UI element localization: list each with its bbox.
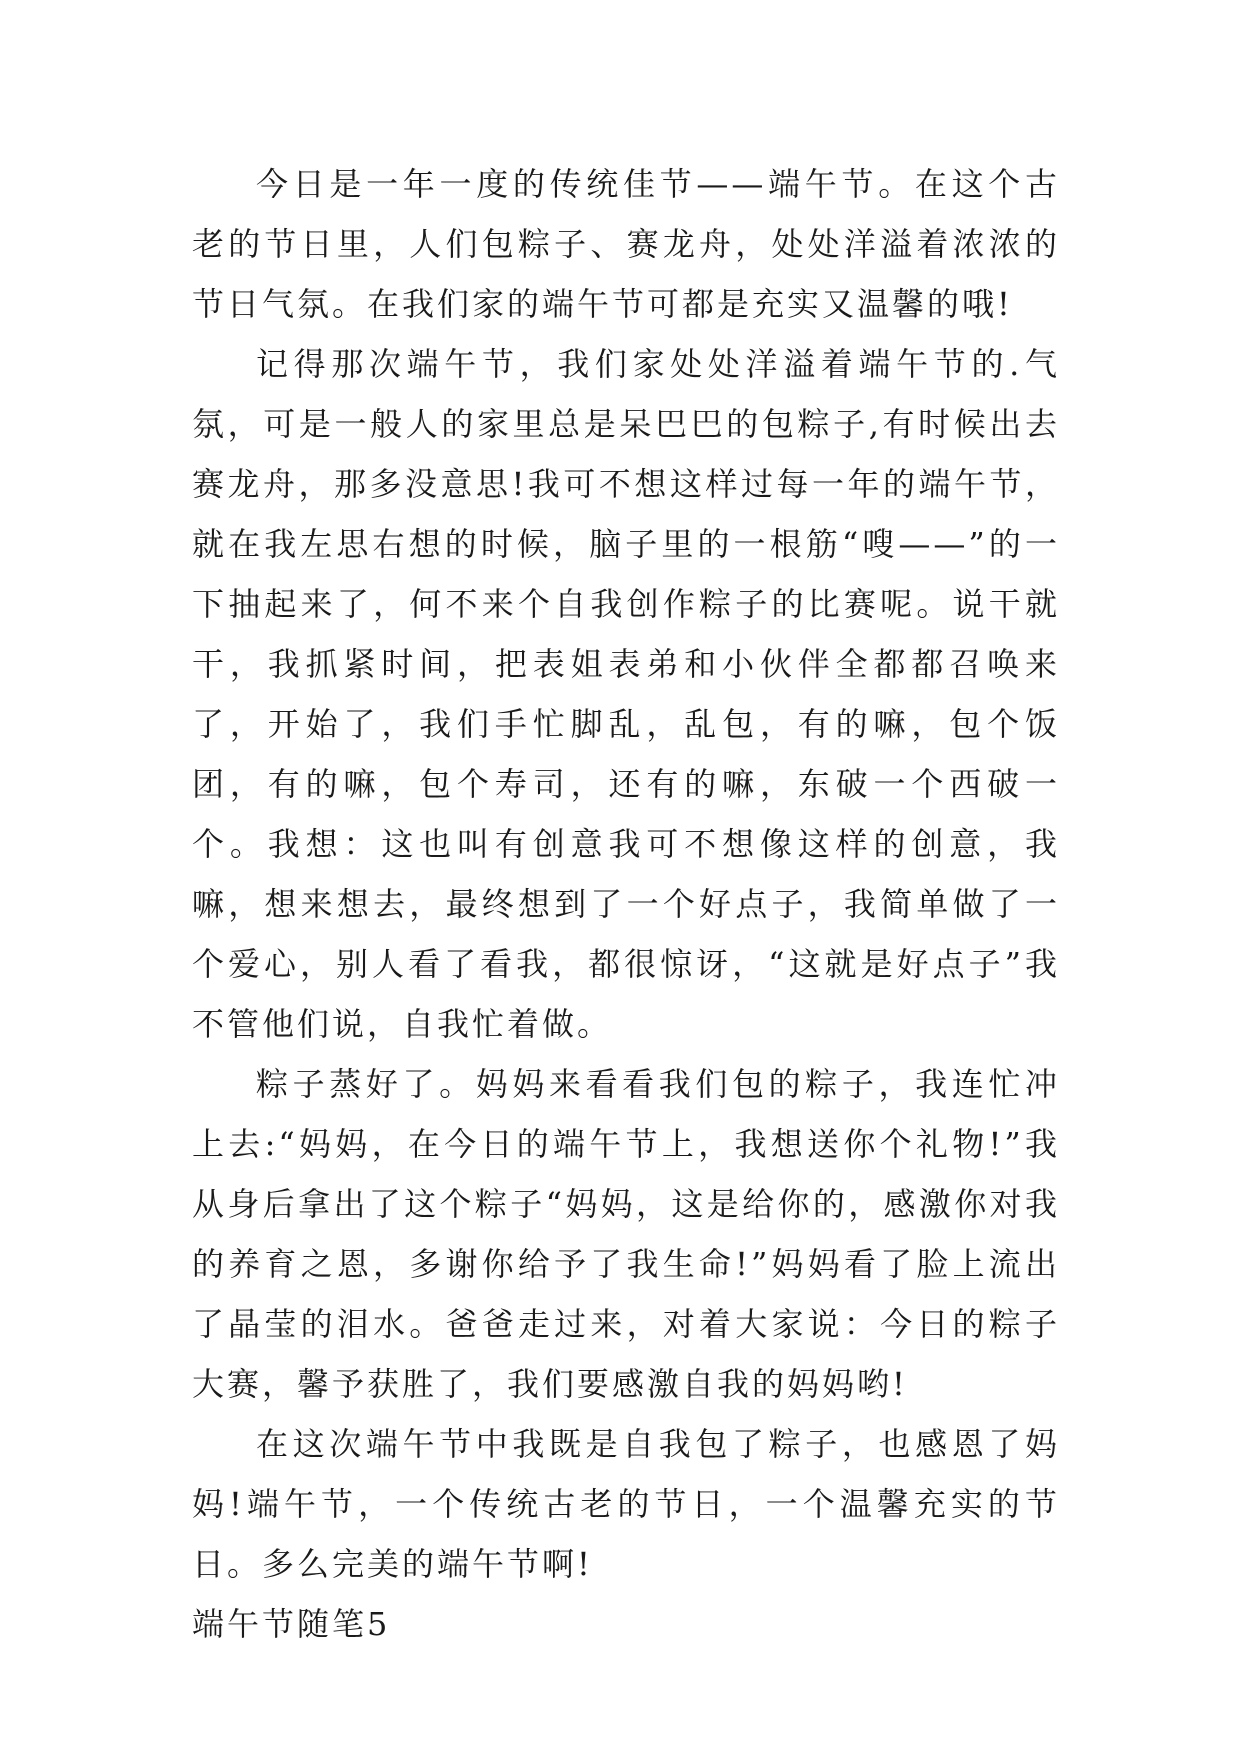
paragraph-4: 在这次端午节中我既是自我包了粽子，也感恩了妈妈!端午节，一个传统古老的节日，一个温馨充实的节日。多么完美的端午节啊! [192, 1425, 1060, 1583]
section-heading: 端午节随笔5 [192, 1605, 391, 1643]
paragraph-2: 记得那次端午节，我们家处处洋溢着端午节的.气氛，可是一般人的家里总是呆巴巴的包粽子,有时候出去赛龙舟，那多没意思!我可不想这样过每一年的端午节，就在我左思右想的时候，脑子里的一根筋“嗖——”的一下抽起来了，何不来个自我创作粽子的比赛呢。说干就干，我抓紧时间，把表姐表弟和小伙伴全都都召唤来了，开始了，我们手忙脚乱，乱包，有的嘛，包个饭团，有的嘛，包个寿司，还有的嘛，东破一个西破一个。我想：这也叫有创意我可不想像这样的创意，我嘛，想来想去，最终想到了一个好点子，我简单做了一个爱心，别人看了看我，都很惊讶，“这就是好点子”我不管他们说，自我忙着做。 [192, 345, 1060, 1043]
document-body [192, 154, 1060, 1654]
paragraph-3: 粽子蒸好了。妈妈来看看我们包的粽子，我连忙冲上去:“妈妈，在今日的端午节上，我想送你个礼物!”我从身后拿出了这个粽子“妈妈，这是给你的，感激你对我的养育之恩，多谢你给予了我生命!”妈妈看了脸上流出了晶莹的泪水。爸爸走过来，对着大家说：今日的粽子大赛，馨予获胜了，我们要感激自我的妈妈哟! [192, 1065, 1060, 1403]
paragraph-1: 今日是一年一度的传统佳节——端午节。在这个古老的节日里，人们包粽子、赛龙舟，处处洋溢着浓浓的节日气氛。在我们家的端午节可都是充实又温馨的哦! [192, 165, 1060, 323]
